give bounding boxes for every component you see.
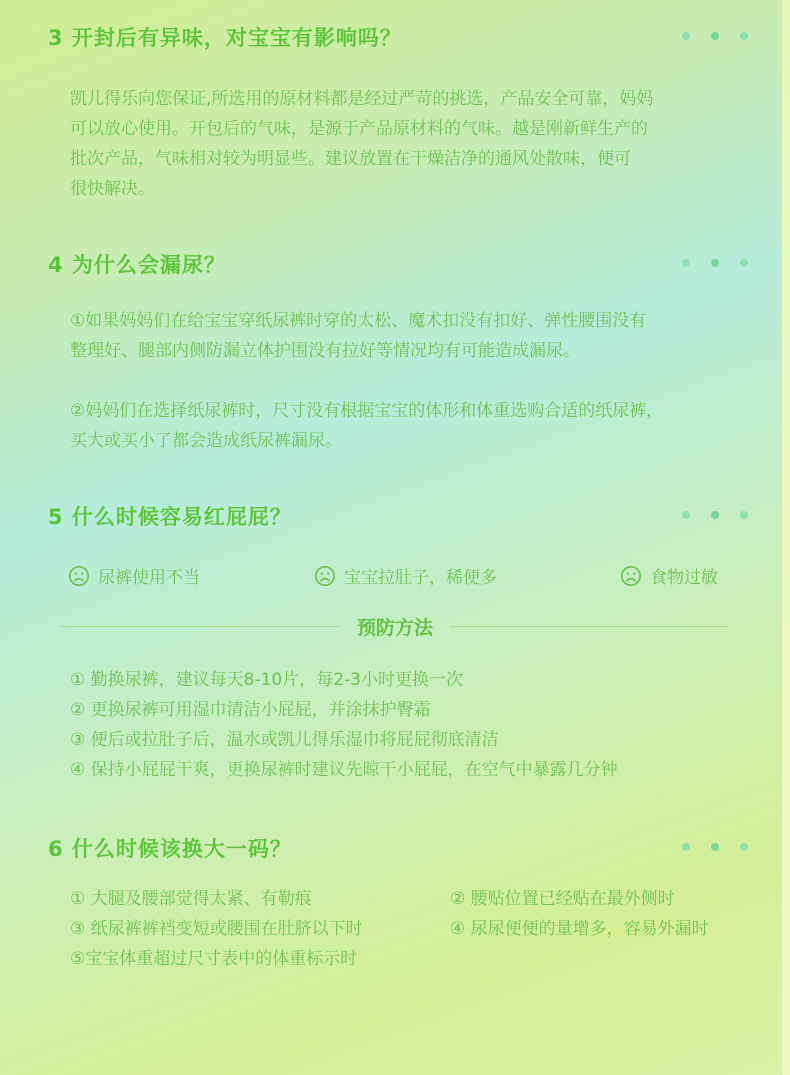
dot [740, 32, 748, 40]
cause-label: 宝宝拉肚子，稀便多 [344, 568, 497, 588]
section-5-title: 5 什么时候容易红屁屁？ [48, 505, 292, 529]
dot [711, 32, 719, 40]
list-item: ④ 尿尿便便的量增多，容易外漏时 [450, 919, 709, 939]
answer-line: 凯儿得乐向您保证,所选用的原材料都是经过严苛的挑选，产品安全可靠，妈妈 [70, 89, 654, 109]
dots-decoration [682, 259, 748, 267]
section-3-answer [70, 84, 770, 204]
section-4-title: 4 为什么会漏尿？ [48, 253, 226, 277]
dot [711, 843, 719, 851]
dot [711, 511, 719, 519]
section-4-reason-2 [70, 396, 770, 456]
list-item: ① 大腿及腰部觉得太紧、有勒痕 [70, 889, 312, 909]
dots-decoration [682, 511, 748, 519]
size-up-signs-left [70, 884, 363, 974]
sad-face-icon [314, 565, 336, 587]
answer-line: 很快解决。 [70, 179, 155, 199]
dots-decoration [682, 843, 748, 851]
sad-face-icon [620, 565, 642, 587]
size-up-signs-right [450, 884, 709, 944]
list-item: ② 腰贴位置已经贴在最外侧时 [450, 889, 675, 909]
list-item: ② 更换尿裤可用湿巾清洁小屁屁，并涂抹护臀霜 [70, 700, 431, 720]
list-item: ④ 保持小屁屁干爽，更换尿裤时建议先晾干小屁屁，在空气中暴露几分钟 [70, 760, 618, 780]
divider-right [450, 626, 728, 627]
list-item: ③ 纸尿裤裤裆变短或腰围在肚脐以下时 [70, 919, 363, 939]
cause-item [314, 563, 497, 588]
section-6-title: 6 什么时候该换大一码？ [48, 837, 292, 861]
dots-decoration [682, 32, 748, 40]
right-edge-strip [782, 0, 790, 1075]
dot [682, 32, 690, 40]
dot [682, 259, 690, 267]
answer-line: ①如果妈妈们在给宝宝穿纸尿裤时穿的太松、魔术扣没有扣好、弹性腰围没有 [70, 311, 647, 331]
sad-face-icon [68, 565, 90, 587]
dot [740, 259, 748, 267]
answer-line: 整理好、腿部内侧防漏立体护围没有拉好等情况均有可能造成漏尿。 [70, 341, 580, 361]
prevention-list [70, 665, 618, 785]
answer-line: 可以放心使用。开包后的气味，是源于产品原材料的气味。越是刚新鲜生产的 [70, 119, 648, 139]
answer-line: 批次产品，气味相对较为明显些。建议放置在干燥洁净的通风处散味，便可 [70, 149, 631, 169]
dot [740, 511, 748, 519]
answer-line: 买大或买小了都会造成纸尿裤漏尿。 [70, 431, 342, 451]
cause-label: 食物过敏 [650, 568, 718, 588]
cause-item [68, 563, 200, 588]
dot [711, 259, 719, 267]
dot [682, 843, 690, 851]
answer-line: ②妈妈们在选择纸尿裤时，尺寸没有根据宝宝的体形和体重选购合适的纸尿裤， [70, 401, 664, 421]
cause-label: 尿裤使用不当 [98, 568, 200, 588]
dot [682, 511, 690, 519]
prevention-heading: 预防方法 [356, 617, 433, 639]
section-3-title: 3 开封后有异味，对宝宝有影响吗？ [48, 26, 402, 50]
list-item: ⑤宝宝体重超过尺寸表中的体重标示时 [70, 949, 358, 969]
list-item: ① 勤换尿裤，建议每天8-10片，每2-3小时更换一次 [70, 670, 463, 690]
cause-item [620, 563, 718, 588]
section-4-reason-1 [70, 306, 770, 366]
dot [740, 843, 748, 851]
list-item: ③ 便后或拉肚子后，温水或凯儿得乐湿巾将屁屁彻底清洁 [70, 730, 499, 750]
